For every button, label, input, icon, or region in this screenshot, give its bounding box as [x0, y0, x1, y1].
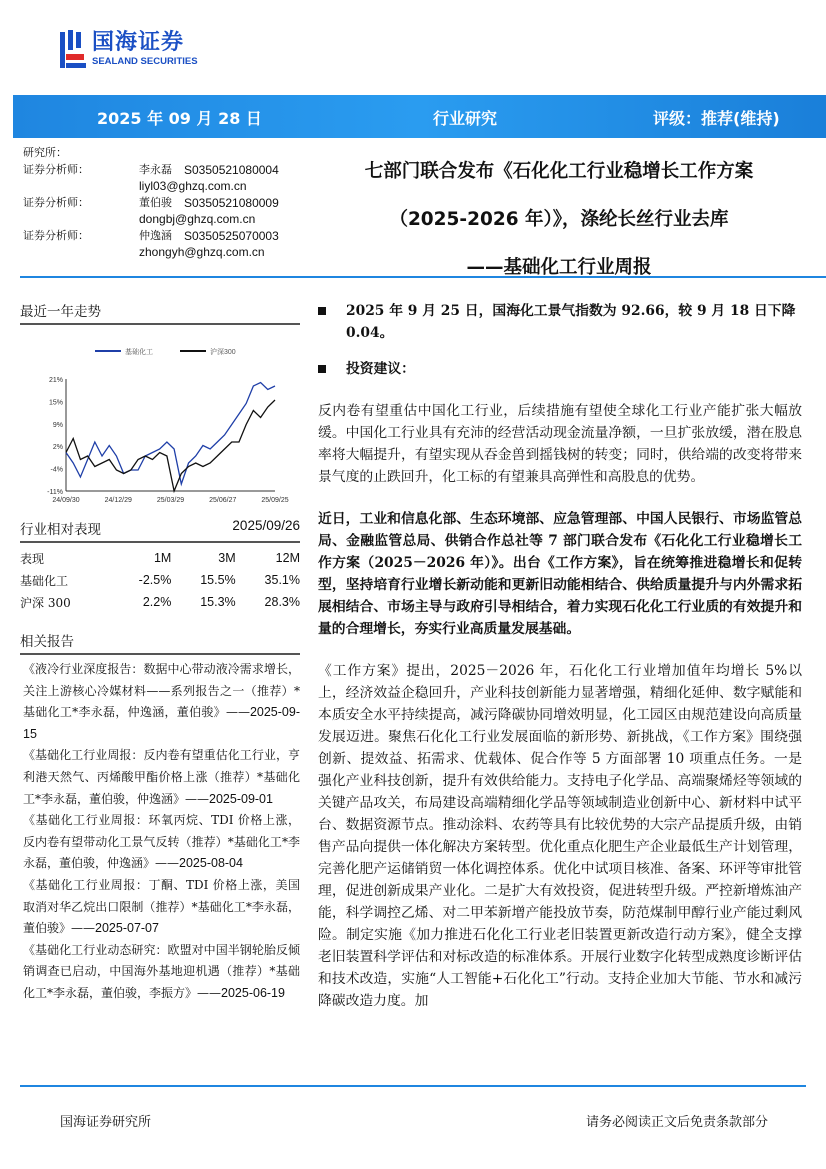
cell: 沪深 300: [20, 595, 71, 610]
cell: 28.3%: [264, 595, 300, 609]
performance-heading: 行业相对表现: [20, 522, 101, 538]
analyst-name: 李永磊: [139, 162, 172, 176]
table-row: [20, 569, 300, 591]
paragraph: 《工作方案》提出，2025－2026 年，石化化工行业增加值年均增长 5%以上，经济效益企稳回升，产业科技创新能力显著增强，精细化延伸、数字赋能和本质安全水平持续提高，减污降碳协同增效明显，化工园区由规范建设向高质量发展迈进。聚焦石化化工行业发展面临的新形势、新挑战，《工作方案》围绕强创新、提效益、拓需求、优载体、促合作等 5 方面部署 10 项重点任务。一是强化产业科技创新，提升有效供给能力。支持电子化学品、高端聚烯烃等领域的关键产品攻关，布局建设高端精细化学品等领域制造业创新中心、新材料中试平台、数据资源节点。推动涂料、农药等具有比较优势的大宗产品提质升级，由销售产品向提供一体化解决方案转型。优化重点化肥生产企业最低生产计划管理，完善化肥产运储销贸一体化调控体系。优化中试项目核准、备案、环评等审批管理，促进创新成果产业化。二是扩大有效投资，促进转型升级。严控新增炼油产能，科学调控乙烯、对二甲苯新增产能投放节奏，防范煤制甲醇行业产能过剩风险。制定实施《加力推进石化化工行业老旧装置更新改造行动方案》，健全支撑老旧装置科学评估和对标改造的标准体系。开展行业数字化转型成熟度诊断评估和技术改造，实施“人工智能+石化化工”行动。支持企业加大节能、节水和减污降碳改造力度。加: [318, 663, 802, 1009]
report-link[interactable]: 《基础化工行业动态研究：欧盟对中国半钢轮胎反倾销调查已启动，中国海外基地迎机遇（推荐）*基础化工*李永磊，董伯骏，李振方》——2025-06-19: [23, 942, 300, 1000]
analyst-email[interactable]: liyl03@ghzq.com.cn: [139, 179, 247, 193]
analyst-id: S0350521080004: [184, 162, 279, 177]
y-tick-label: -11%: [47, 489, 63, 496]
col-header: 3M: [218, 551, 236, 565]
cell: -2.5%: [138, 573, 172, 587]
analyst-email[interactable]: zhongyh@ghzq.com.cn: [139, 245, 265, 259]
trend-heading: 最近一年走势: [20, 300, 300, 325]
footer-left: 国海证券研究所: [60, 1115, 152, 1130]
report-link[interactable]: 《基础化工行业周报：丁酮、TDI 价格上涨，美国取消对华乙烷出口限制（推荐）*基础化工*李永磊，董伯骏》——2025-07-07: [23, 877, 300, 936]
analyst-list: [23, 145, 279, 261]
logo-mark-icon: [60, 30, 86, 70]
y-tick-label: -4%: [50, 466, 63, 474]
cell: 2.2%: [142, 595, 172, 609]
report-date: 2025 年 09 月 28 日: [97, 109, 262, 128]
report-title: [318, 148, 800, 292]
report-link[interactable]: 《基础化工行业周报：环氧丙烷、TDI 价格上涨，反内卷有望带动化工景气反转（推荐）*基础化工*李永磊，董伯骏，仲逸涵》——2025-08-04: [23, 813, 300, 871]
performance-date: 2025/09/26: [232, 518, 300, 533]
performance-section: [20, 518, 300, 613]
logo-en: SEALAND SECURITIES: [92, 56, 198, 67]
cell: 15.3%: [200, 595, 236, 609]
col-header: 表现: [20, 551, 45, 566]
x-tick-label: 24/09/30: [52, 497, 80, 504]
rating: 评级：推荐(维持): [653, 109, 780, 128]
logo-cn: 国海证券: [92, 30, 185, 55]
legend-label: 沪深300: [210, 349, 236, 356]
related-reports: [20, 630, 300, 1005]
col-header: 12M: [275, 551, 300, 565]
series-line-0: [66, 383, 275, 485]
reports-heading: 相关报告: [20, 630, 300, 655]
y-tick-label: 9%: [52, 421, 63, 429]
analyst-id: S0350525070003: [184, 228, 279, 243]
analyst-name: 董伯骏: [139, 195, 172, 209]
col-header: 1M: [153, 551, 172, 565]
report-link[interactable]: 《基础化工行业周报：反内卷有望重估化工行业，亨利港天然气、丙烯酸甲酯价格上涨（推荐）*基础化工*李永磊，董伯骏，仲逸涵》——2025-09-01: [23, 748, 300, 806]
x-tick-label: 25/09/25: [261, 497, 289, 504]
report-type: 行业研究: [433, 109, 498, 128]
x-tick-label: 24/12/29: [104, 497, 132, 504]
company-logo: [60, 30, 198, 70]
footer-disclaimer: 请务必阅读正文后免责条款部分: [585, 1115, 768, 1130]
header-band: [13, 95, 826, 138]
table-header: [20, 547, 300, 569]
bullet-icon: [318, 307, 326, 315]
performance-table: [20, 547, 300, 613]
analyst-name: 仲逸涵: [139, 228, 172, 242]
paragraph: 反内卷有望重估中国化工行业，后续措施有望使全球化工行业产能扩张大幅放缓。中国化工行业具有充沛的经营活动现金流量净额，一旦扩张放缓，潜在股息率将大幅提升，有望实现从吞金兽到摇钱树的转变；同时，供给端的改变将带来景气度的止跌回升，化工标的有望兼具高弹性和高股息的优势。: [318, 403, 802, 485]
title-line-1: 七部门联合发布《石化化工行业稳增长工作方案: [364, 161, 754, 182]
legend-label: 基础化工: [125, 349, 153, 356]
analyst-label: 证券分析师：: [23, 228, 89, 242]
y-tick-label: 2%: [52, 444, 63, 452]
trend-chart: [20, 331, 300, 511]
analyst-id: S0350521080009: [184, 195, 279, 210]
cell: 基础化工: [20, 573, 69, 588]
analyst-email[interactable]: dongbj@ghzq.com.cn: [139, 212, 256, 226]
title-subtitle: ——基础化工行业周报: [466, 257, 652, 278]
bullet-icon: [318, 365, 326, 373]
title-line-2: （2025-2026 年）》，涤纶长丝行业去库: [389, 209, 729, 230]
y-tick-label: 15%: [48, 399, 63, 407]
analyst-label: 证券分析师：: [23, 195, 89, 209]
footer-divider: [20, 1085, 806, 1087]
report-link[interactable]: 《液冷行业深度报告：数据中心带动液冷需求增长，关注上游核心冷媒材料——系列报告之一（推荐）*基础化工*李永磊，仲逸涵，董伯骏》——2025-09-15: [23, 662, 300, 741]
table-row: [20, 591, 300, 613]
main-body: [318, 300, 802, 1032]
trend-section: [20, 300, 300, 515]
paragraph-bold: 近日，工业和信息化部、生态环境部、应急管理部、中国人民银行、市场监管总局、金融监管总局、供销合作总社等 7 部门联合发布《石化化工行业稳增长工作方案（2025－2026 年）》。出台《工作方案》，旨在统筹推进稳增长和促转型，坚持培育行业增长新动能和更新旧动能相结合、供给质量提升与内外需求拓展相结合、市场主导与政府引导相结合，着力实现石化化工行业质的有效提升和量的合理增长，夯实行业高质量发展基础。: [318, 511, 802, 637]
bullet-index: 2025 年 9 月 25 日，国海化工景气指数为 92.66，较 9 月 18 日下降 0.04。: [318, 300, 802, 344]
x-tick-label: 25/03/29: [156, 497, 185, 504]
bullet-advice: 投资建议：: [318, 358, 802, 380]
cell: 35.1%: [264, 573, 300, 587]
cell: 15.5%: [200, 573, 236, 587]
analysts-heading: 研究所：: [23, 146, 67, 159]
title-divider: [20, 276, 826, 279]
x-tick-label: 25/06/27: [209, 497, 237, 504]
y-tick-label: 21%: [48, 377, 63, 384]
analyst-label: 证券分析师：: [23, 162, 89, 176]
